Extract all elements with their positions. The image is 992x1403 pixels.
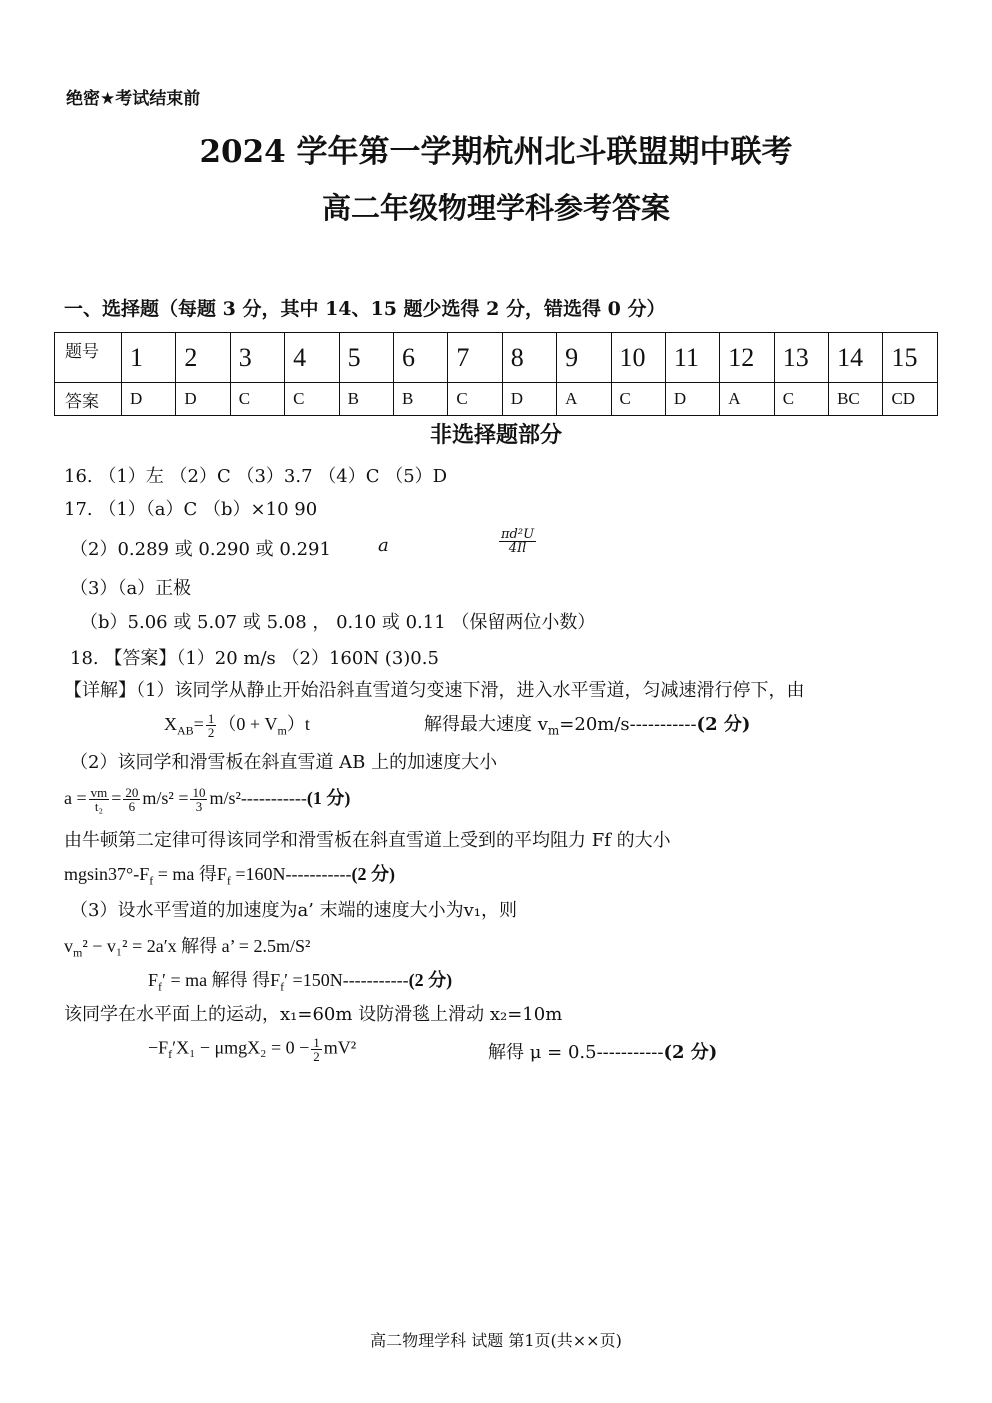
page-title: 2024 学年第一学期杭州北斗联盟期中联考 — [199, 134, 793, 170]
table-row-answers — [55, 383, 938, 416]
page-subtitle: 高二年级物理学科参考答案 — [321, 191, 670, 225]
frac-numerator: 10 — [192, 785, 206, 801]
section-nonchoice-title: 非选择题部分 — [429, 423, 562, 448]
eq-text: 解得最大速度 v — [424, 714, 548, 735]
answer-cell: D — [502, 383, 556, 416]
eq-sub: m — [73, 945, 83, 960]
confidential-mark: 绝密★考试结束前 — [66, 89, 201, 109]
eq-sub: f — [168, 1047, 173, 1062]
eq-text: a = — [64, 788, 87, 808]
q18-equation-1 — [164, 710, 310, 739]
q17-line4: （b）5.06 或 5.07 或 5.08 ， 0.10 或 0.11 （保留两位小数） — [80, 612, 596, 633]
answer-cell: C — [611, 383, 665, 416]
row-label-answer: 答案 — [55, 383, 122, 416]
score-label: (2 分) — [663, 1042, 718, 1063]
q18-equation-6 — [148, 1036, 356, 1063]
eq-text: ）t — [286, 714, 310, 734]
q18-answer: 18. 【答案】（1）20 m/s （2）160N (3)0.5 — [70, 648, 439, 669]
answer-cell: A — [720, 383, 774, 416]
answer-cell: C — [285, 383, 339, 416]
frac-numerator: πd²U — [501, 527, 535, 542]
frac-denominator: 2 — [207, 725, 215, 741]
q17-formula — [497, 528, 538, 555]
answer-cell: A — [557, 383, 611, 416]
eq-text: ′ = ma 解得 得F — [162, 970, 281, 990]
section-choice-title: 一、选择题（每题 3 分，其中 14、15 题少选得 2 分，错选得 0 分） — [64, 298, 666, 320]
eq-text: mV² — [323, 1037, 357, 1058]
eq-text: 解得 a’ = 2.5m/S² — [176, 936, 311, 956]
eq-text: = ma 得F — [153, 864, 227, 884]
eq-sub: f — [158, 979, 163, 994]
frac-denominator: 3 — [195, 799, 203, 815]
question-number: 14 — [829, 333, 883, 383]
question-number: 13 — [774, 333, 828, 383]
eq-text: = — [193, 714, 204, 734]
frac-denominator: 4Il — [508, 541, 527, 556]
q18-part3: （3）设水平雪道的加速度为a’ 末端的速度大小为v₁，则 — [70, 900, 518, 921]
score-label: (2 分) — [696, 714, 751, 735]
answer-cell: D — [176, 383, 230, 416]
eq-text: v — [64, 936, 73, 956]
row-label-number: 题号 — [55, 333, 122, 383]
eq-text: ′ =150N----------- — [284, 970, 409, 990]
q18-part2: （2）该同学和滑雪板在斜直雪道 AB 上的加速度大小 — [70, 752, 498, 773]
q17-line1: 17. （1）（a）C （b）×10 90 — [64, 499, 318, 520]
q17-line3: （3）（a）正极 — [70, 578, 192, 599]
eq-text: ′X₁ − μmgX₂ = 0 − — [172, 1037, 310, 1058]
eq-sub: m — [547, 723, 560, 738]
answer-table — [54, 332, 938, 416]
answer-cell: C — [448, 383, 502, 416]
answer-cell: C — [230, 383, 284, 416]
question-number: 11 — [665, 333, 719, 383]
question-number: 4 — [285, 333, 339, 383]
eq-sub: AB — [177, 723, 194, 738]
frac-denominator: 6 — [128, 799, 136, 815]
question-number: 1 — [122, 333, 176, 383]
frac-numerator: 1 — [313, 1035, 320, 1050]
question-number: 7 — [448, 333, 502, 383]
q18-part2-text: 由牛顿第二定律可得该同学和滑雪板在斜直雪道上受到的平均阻力 Ff 的大小 — [64, 830, 671, 851]
frac-denominator: t₂ — [94, 799, 104, 815]
eq-text: =160N----------- — [230, 864, 352, 884]
eq-sub: f — [149, 873, 154, 888]
q18-equation-2 — [64, 784, 350, 813]
q18-result-1 — [424, 710, 750, 738]
question-number: 9 — [557, 333, 611, 383]
q17-line2: （2）0.289 或 0.290 或 0.291 — [70, 539, 331, 560]
eq-text: 解得 μ = 0.5----------- — [488, 1042, 664, 1063]
frac-numerator: 1 — [207, 711, 215, 727]
q17-variable: a — [378, 535, 389, 556]
question-number: 10 — [611, 333, 665, 383]
answer-cell: B — [339, 383, 393, 416]
q18-result-6 — [488, 1038, 717, 1064]
answer-cell: D — [665, 383, 719, 416]
answer-cell: B — [393, 383, 447, 416]
score-label: (2 分) — [408, 970, 453, 990]
eq-text: X — [164, 714, 177, 734]
frac-numerator: vm — [90, 785, 108, 801]
question-number: 12 — [720, 333, 774, 383]
question-number: 6 — [393, 333, 447, 383]
eq-sub: m — [277, 723, 287, 738]
answer-cell: BC — [829, 383, 883, 416]
question-number: 5 — [339, 333, 393, 383]
eq-text: m/s²----------- — [209, 788, 307, 808]
eq-text: F — [148, 970, 159, 990]
score-label: (2 分) — [351, 864, 395, 884]
answer-cell: C — [774, 383, 828, 416]
score-label: (1 分) — [306, 788, 351, 808]
frac-denominator: 2 — [313, 1049, 320, 1064]
question-number: 3 — [230, 333, 284, 383]
eq-text: =20m/s----------- — [559, 714, 697, 735]
answer-cell: CD — [883, 383, 938, 416]
q18-equation-3 — [64, 860, 395, 889]
eq-text: = — [111, 788, 122, 808]
question-number: 2 — [176, 333, 230, 383]
eq-text: ² − v₁² = 2a′x — [82, 936, 177, 956]
eq-text: −F — [148, 1037, 169, 1058]
question-number: 15 — [883, 333, 938, 383]
frac-numerator: 20 — [125, 785, 139, 801]
q18-equation-4 — [64, 932, 310, 961]
eq-sub: f — [226, 873, 231, 888]
q18-detail-1: 【详解】（1）该同学从静止开始沿斜直雪道匀变速下滑，进入水平雪道，匀减速滑行停下，由 — [64, 680, 805, 701]
answer-cell: D — [122, 383, 176, 416]
eq-text: m/s² = — [142, 788, 189, 808]
q18-equation-5 — [148, 966, 452, 995]
q16-answer: 16. （1）左 （2）C （3）3.7 （4）C （5）D — [64, 466, 448, 487]
eq-text: （0 + V — [218, 714, 278, 734]
q18-part3-text: 该同学在水平面上的运动，x₁=60m 设防滑毯上滑动 x₂=10m — [64, 1004, 563, 1025]
page-footer: 高二物理学科 试题 第1页(共××页) — [370, 1331, 622, 1350]
eq-sub: f — [280, 979, 285, 994]
question-number: 8 — [502, 333, 556, 383]
table-row-numbers — [55, 333, 938, 383]
eq-text: mgsin37°-F — [64, 864, 150, 884]
